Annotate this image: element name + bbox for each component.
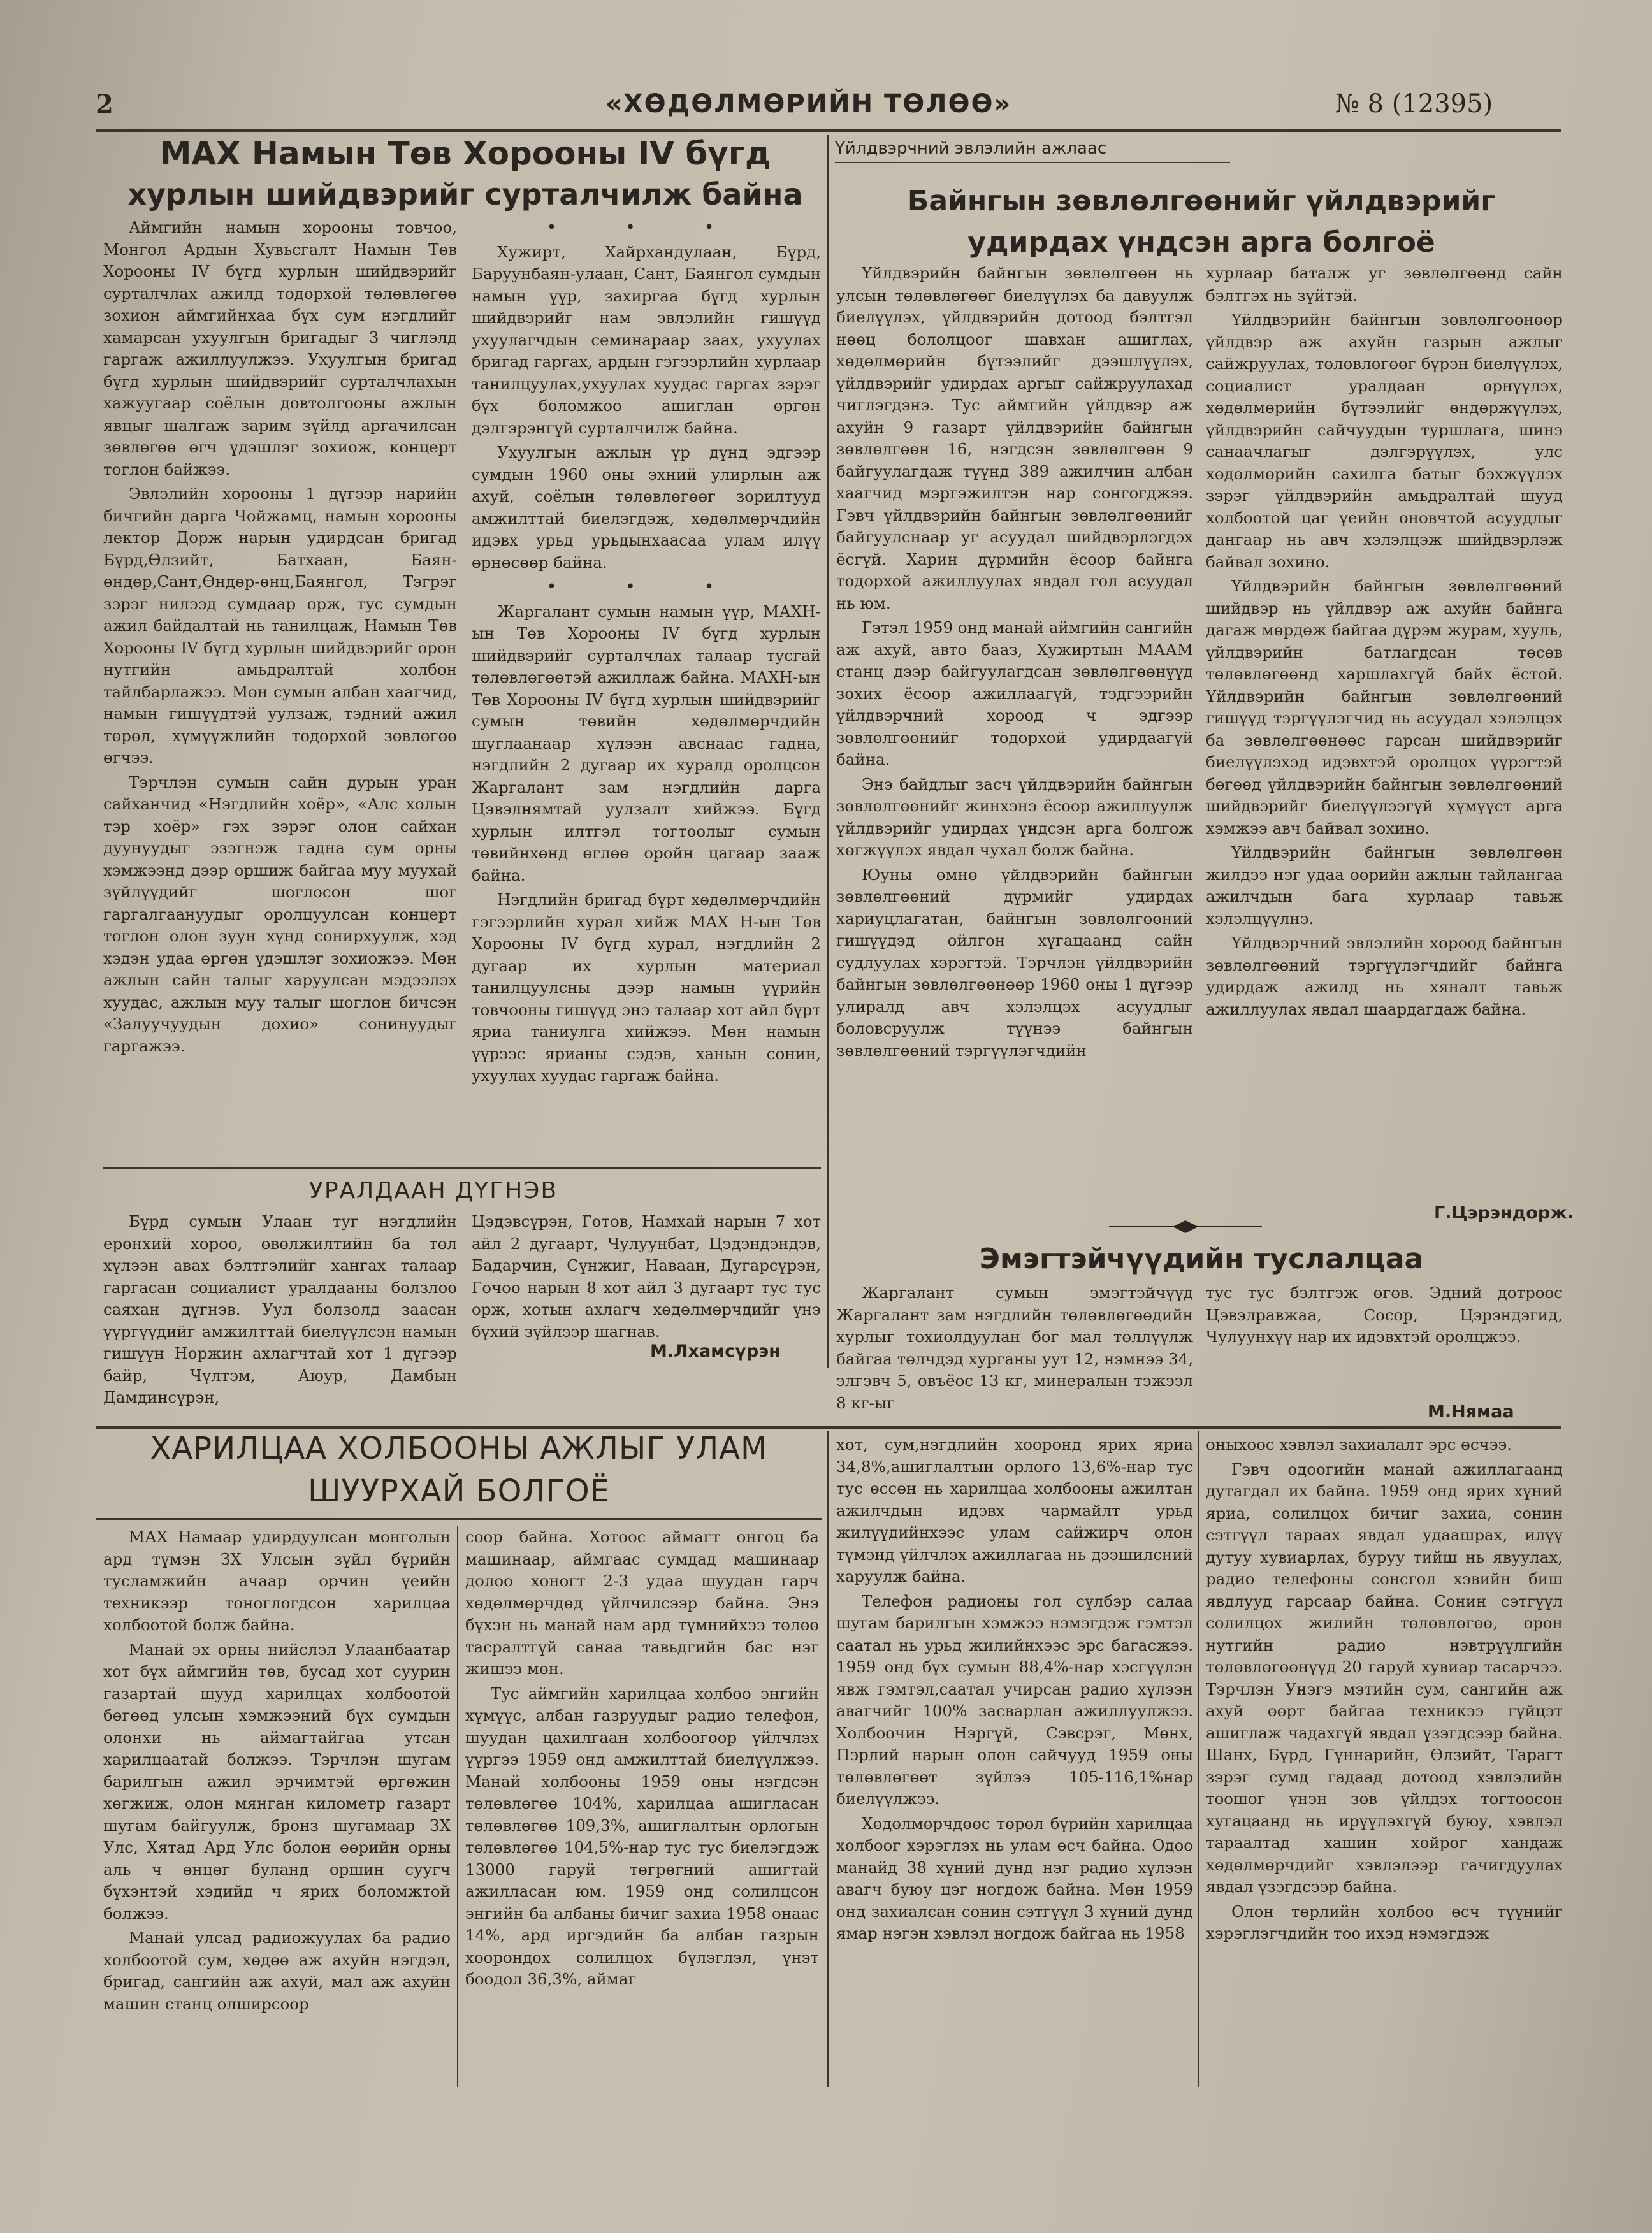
article-4-signature: М.Нямаа xyxy=(1428,1402,1514,1422)
article-5-paragraph: соор байна. Хотоос аймагт онгоц ба машинаар, аймгаас сумдад машинаар долоо хоногт 2-3 удаа шуудан гарч хөдөлмөрчдөд үйлчилсээр байна. Энэ бүхэн нь манай нам ард түмнийхээ төлөө тасралтгүй санаа тавьдгийн бас нэг жишээ мөн. xyxy=(465,1528,819,1678)
article-5-headline-line-2: ШУУРХАЙ БОЛГОЁ xyxy=(308,1473,610,1509)
article-3-paragraph: Гэтэл 1959 онд манай аймгийн сангийн аж ахуй, авто бааз, Хужиртын МААМ станц дээр байгуулагдсан зөвлөлгөөнүүд зохих ёсоор ажиллаагүй, тэдгээрийн үйлдвэрчний хороод ч эдгээр зөвлөлгөөнийг тодорхой удирдаагүй байна. xyxy=(836,618,1193,769)
column-divider xyxy=(827,1431,829,2087)
column-divider xyxy=(827,135,829,1368)
article-1-headline-line-2: хурлын шийдвэрийг сурталчилж байна xyxy=(127,177,803,212)
article-3-paragraph: Энэ байдлыг засч үйлдвэрийн байнгын зөвлөлгөөнийг жинхэнэ ёсоор ажиллуулж үйлдвэрийг удирдах үндсэн арга болгож хөгжүүлэх явдал чухал болж байна. xyxy=(836,774,1193,859)
article-3-paragraph: Үйлдвэрийн байнгын зөвлөлгөөн жилдээ нэг удаа өөрийн ажлын тайлангаа ажилчдын бага хурлаар тавьж хэлэлцүүлнэ. xyxy=(1206,843,1563,928)
header-rule xyxy=(96,129,1561,132)
article-1-column-2 xyxy=(472,217,821,1090)
article-5-paragraph: Телефон радионы гол сүлбэр салаа шугам барилгын хэмжээ нэмэгдэж гэмтэл саатал нь урьд жилийнхээс эрс багасжээ. 1959 онд бүх сумын 88,4%-нар хэсгүүлэн явж гэмтэл,саатал учирсан радио хүлээн авагчийг 100% засварлан ажиллуулжээ. Холбоочин Нэргүй, Сэвсрэг, Мөнх, Пэрлий нарын олон сайчууд 1959 оны төлөвлөгөөт зүйлээ 105-116,1%нар биелүүлжээ. xyxy=(836,1591,1193,1808)
rubric-underline xyxy=(835,162,1230,163)
article-2-top-rule xyxy=(103,1167,821,1169)
article-4-text: Жаргалант сумын эмэгтэйчүүд Жаргалант зам нэгдлийн төлөвлөгөөдийн хурлыг тохиолдуулан бог мал төллүүлж байгаа төлчдэд хурганы уут 12, нэмнээ 34, элгэвч 5, овъёос 13 кг, минералын тэжээл 8 кг-ыг xyxy=(836,1283,1193,1412)
article-5-paragraph: оныхоос хэвлэл захиалалт эрс өсчээ. xyxy=(1206,1435,1512,1454)
article-1-paragraph: Ухуулгын ажлын үр дүнд эдгээр сумдын 1960 оны эхний улирлын аж ахуй, соёлын төлөвлөгөөг зорилтууд амжилттай биелэгдэж, хөдөлмөрчдийн идэвх урьд урьдынхаасаа улам илүү өрнөсөөр байна. xyxy=(472,443,821,572)
article-5-paragraph: Манай эх орны нийслэл Улаанбаатар хот бүх аймгийн төв, бусад хот суурин газартай шууд харилцах холбоотой бөгөөд улсын хэмжээний бүх сумдын олонхи нь аймагтайгаа утсан харилцаатай болжээ. Тэрчлэн шугам барилгын ажил эрчимтэй өргөжин хөгжиж, олон мянган километр газарт шугам байгуулж, бронз шугамаар ЗХ Улс, Хятад Ард Улс болон өөрийн орны аль ч өнцөг буланд оршин суугч бүхэнтэй хэдийд ч ярих боломжтой болжээ. xyxy=(103,1640,451,1923)
article-5-paragraph: Олон төрлийн холбоо өсч түүнийг хэрэглэгчдийн тоо ихэд нэмэгдэж xyxy=(1206,1902,1563,1942)
article-5-paragraph: Тус аймгийн харилцаа холбоо энгийн хүмүүс, албан газруудыг радио телефон, шуудан цахилгаан холбоогоор үйлчлэх үүргээ 1959 онд амжилттай биелүүлжээ. Манай холбооны 1959 оны нэгдсэн төлөвлөгөө 104%, харилцаа ашигласан төлөвлөгөө 109,3%, ашиглалтын орлогын төлөвлөгөө 104,5%-нар тус тус биелэгдэж 13000 гаруй төгрөгний ашигтай ажилласан юм. 1959 онд солилцсон энгийн ба албаны бичиг захиа 1958 онаас 14%, ард иргэдийн ба албан газрын хоорондох солилцох бүлэглэл, үнэт боодол 36,3%, аймаг xyxy=(465,1684,819,1988)
article-5-paragraph: Гэвч одоогийн манай ажиллагаанд дутагдал их байна. 1959 онд ярих хүний яриа, солилцох бичиг захиа, сонин сэтгүүл тараах явдал удаашрах, илүү дутуу хувиарлах, буруу тийш нь явуулах, радио телефоны сонсгол хэвийн биш явдлууд гарсаар байна. Сонин сэтгүүл солилцох жилийн төлөвлөгөө, орон нутгийн радио нэвтрүүлгийн төлөвлөгөөнүүд 20 гаруй хувиар тасарчээ. Тэрчлэн Унэгэ мэтийн сум, сангийн аж ахуй өөрт байгаа техникээ гүйцэт ашиглаж чадахгүй явдал үзэгдсээр байна. Шанх, Бүрд, Гүннарийн, Өлзийт, Тарагт зэрэг сумд гадаад дотоод хэвлэлийн тоошог үнэн зөв үйлдэх тогтоосон хугацаанд нь ирүүлэхгүй буюу, хэвлэл тараалтад хашин хойрог хандаж хөдөлмөрчдийг хэвлэлээр гачигдуулах явдал үзэгдсээр байна. xyxy=(1206,1459,1563,1896)
separator-stars: • • • xyxy=(546,577,746,596)
article-2-text: Бүрд сумын Улаан туг нэгдлийн ерөнхий хороо, өвөлжилтийн ба төл хүлээн авах бэлтгэлийг хангах талаар гаргасан социалист уралдааны болзлоо саяхан дүгнэв. Уул болзолд заасан үүргүүдийг амжилттай биелүүлсэн намын гишүүн Норжин ахлагчтай хот 1 дүгээр байр, Чүлтэм, Аюур, Дамбын Дамдинсүрэн, xyxy=(103,1212,457,1406)
article-3-paragraph: Үйлдвэрийн байнгын зөвлөлгөөн нь улсын төлөвлөгөөг биелүүлэх ба давуулж биелүүлэх, үйлдвэрийн дотоод бэлтгэл нөөц бололцоог шавхан ашиглах, хөдөлмөрийн бүтээлийг дээшлүүлэх, үйлдвэрийг удирдах аргыг сайжруулахад чиглэгдэнэ. Тус аймгийн үйлдвэр аж ахуйн 9 газарт үйлдвэрийн байнгын зөвлөлгөөн 16, нэгдсэн зөвлөлгөөн 9 байгуулагдаж түүнд 389 ажилчин албан хаагчид мэргэжилтэн нар сонгогджээ. Гэвч үйлдвэрийн байнгын зөвлөлгөөнийг байгуулснаар уг асуудал шийдвэрлэгдэх ёсгүй. Харин дүрмийн ёсоор байнга тодорхой ажиллуулах явдал гол асуудал нь юм. xyxy=(836,264,1193,612)
article-4-headline: Эмэгтэйчүүдийн туслалцаа xyxy=(979,1243,1424,1275)
article-3-signature: Г.Цэрэндорж. xyxy=(1434,1203,1574,1223)
article-3-column-1 xyxy=(836,263,1193,1064)
article-5-column-1 xyxy=(103,1526,451,2018)
article-1-column-1 xyxy=(103,217,457,1060)
article-3-paragraph: Үйлдвэрчний эвлэлийн хороод байнгын зөвлөлгөөний тэргүүлэгчдийг байнга удирдаж ажилд нь хяналт тавьж ажиллуулах явдал шаардагдаж байна. xyxy=(1206,934,1563,1018)
article-1-paragraph: Эвлэлийн хорооны 1 дүгээр нарийн бичгийн дарга Чойжамц, намын хорооны лектор Дорж нарын удирдсан бригад Бүрд,Өлзийт, Батхаан, Баян-өндөр,Сант,Өндөр-өнц,Баянгол, Тэгрэг зэрэг нилээд сумдаар орж, тус сумдын ажил байдалтай нь танилцаж, Намын Төв Хорооны IV бүгд хурлын шийдвэрийг орон нутгийн амьдралтай холбон тайлбарлажээ. Мөн сумын албан хаагчид, намын гишүүдтэй уулзаж, тэдний ажил төрөл, хүмүүжлийн тодорхой зөвлөгөө өгчээ. xyxy=(103,484,457,767)
article-2-signature: М.Лхамсүрэн xyxy=(650,1341,781,1361)
article-3-column-2 xyxy=(1206,263,1563,1023)
article-3-paragraph: хурлаар баталж уг зөвлөлгөөнд сайн бэлтгэх нь зүйтэй. xyxy=(1206,264,1563,305)
article-3-paragraph: Үйлдвэрийн байнгын зөвлөлгөөний шийдвэр нь үйлдвэр аж ахуйн байнга дагаж мөрдөж байгаа дүрэм журам, хууль, үйлдвэрийн батлагдсан төсөв төлөвлөгөөнд харшлахгүй байх ёстой. Үйлдвэрийн байнгын зөвлөлгөөний гишүүд тэргүүлэгчид нь асуудал хэлэлцэх ба зөвлөлгөөнөөс гарсан шийдвэрийг биелүүлэхэд идэвхтэй оролцох үүрэгтэй бөгөөд үйлдвэрийн байнгын зөвлөлгөөний шийдвэрийг биелүүлээгүй хүмүүст арга хэмжээ авч байвал зохино. xyxy=(1206,577,1563,837)
article-5-paragraph: Манай улсад радиожуулах ба радио холбоотой сум, хөдөө аж ахуйн нэгдэл, бригад, сангийн аж ахуй, мал аж ахуйн машин станц олширсоор xyxy=(103,1928,451,2013)
article-3-paragraph: Юуны өмнө үйлдвэрийн байнгын зөвлөлгөөний дүрмийг удирдах хариуцлагатан, байнгын зөвлөлгөөний гишүүдэд ойлгон хүгацаанд сайн судлуулах хэрэгтэй. Тэрчлэн үйлдвэрийн байнгын зөвлөлгөөнөөр 1960 оны 1 дүгээр улиралд авч хэлэлцэх асуудлыг боловсруулж түүнээ байнгын зөвлөлгөөний тэргүүлэгчдийн xyxy=(836,865,1193,1060)
article-3-paragraph: Үйлдвэрийн байнгын зөвлөлгөөнөөр үйлдвэр аж ахуйн газрын ажлыг сайжруулах, төлөвлөгөөг бүрэн биелүүлэх, социалист уралдаан өрнүүлэх, хөдөлмөрийн бүтээлийг өндөржүүлэх, үйлдвэрийн сайчуудын туршлага, шинэ санаачлагыг дэлгэрүүлэх, улс хөдөлмөрийн сахилга батыг бэхжүүлэх зэрэг үйлдвэрийн амьдралтай шууд холбоотой цаг үеийн оновчтой асуудлыг дангаар нь авч хэлэлцэж шийдвэрлэж байвал зохино. xyxy=(1206,310,1563,571)
article-2-headline: УРАЛДААН ДҮГНЭВ xyxy=(308,1178,558,1204)
article-1-paragraph: Хужирт, Хайрхандулаан, Бүрд, Баруунбаян-улаан, Сант, Баянгол сумдын намын үүр, захиргаа бүгд хурлын шийдвэрийг нам эвлэлийн гишүүд ухуулагчдын семинараар заах, ухуулах бригад гаргах, ардын гэгээрлийн хурлаар танилцуулах,ухуулах хуудас гаргах зэрэг бүх боломжоо ашиглан өргөн дэлгэрэнгүй сурталчилж байна. xyxy=(472,242,821,437)
article-5-column-4 xyxy=(1206,1434,1563,1948)
column-divider xyxy=(1198,1431,1199,2087)
newspaper-title: «ХӨДӨЛМӨРИЙН ТӨЛӨӨ» xyxy=(605,89,1012,119)
bottom-section-rule xyxy=(96,1426,1561,1429)
article-5-column-2 xyxy=(465,1526,819,1993)
article-2-column-2 xyxy=(472,1211,821,1345)
page-number: 2 xyxy=(96,89,113,119)
article-3-headline-line-2: удирдах үндсэн арга болгоё xyxy=(967,226,1435,259)
separator-stars: • • • xyxy=(546,218,746,237)
article-5-headline-line-1: ХАРИЛЦАА ХОЛБООНЫ АЖЛЫГ УЛАМ xyxy=(150,1431,768,1466)
article-1-paragraph: Жаргалант сумын намын үүр, МАХН-ын Төв Хорооны IV бүгд хурлын шийдвэрийг сурталчлах талаар тусгай төлөвлөгөөтэй ажиллаж байна. МАХН-ын Төв Хорооны IV бүгд хурлын шийдвэрийг сумын төвийн хөдөлмөрчдийн шуглаанаар хүлээн авснаас гадна, нэгдлийн 2 дугаар их хуралд оролцсон Жаргалант зам нэгдлийн дарга Цэвэлнямтай уулзалт хийжээ. Бүгд хурлын илтгэл тогтоолыг сумын төвийнхөнд өглөө оройн цагаар зааж байна. xyxy=(472,602,821,885)
column-divider xyxy=(457,1526,458,2087)
article-2-text: Цэдэвсүрэн, Готов, Намхай нарын 7 хот айл 2 дугаарт, Чулуунбат, Цэдэндэндэв, Бадарчин, Сүнжиг, Наваан, Дугарсүрэн, Гочоо нарын 8 хот айл 3 дугаарт тус тус орж, хотын ахлагч хөдөлмөрчдийг үнэ бүхий зүйлээр шагнав. xyxy=(472,1212,821,1341)
article-5-column-3 xyxy=(836,1434,1193,1948)
article-5-paragraph: Хөдөлмөрчдөөс төрөл бүрийн харилцаа холбоог хэрэглэх нь улам өсч байна. Одоо манайд 38 хүний дунд нэг радио хүлээн авагч буюу цэг ногдож байна. Мөн 1959 онд захиалсан сонин сэтгүүл 3 хүний дунд ямар нэгэн хэвлэл ногдож байгаа нь 1958 xyxy=(836,1814,1193,1942)
article-1-paragraph: Аймгийн намын хорооны товчоо, Монгол Ардын Хувьсгалт Намын Төв Хорооны IV бүгд хурлын шийдвэрийг сурталчлах ажилд тодорхой төлөвлөгөө зохион аймгийнхаа бүх сум нэгдлийг хамарсан ухуулгын бригадыг 3 чиглэлд гаргаж ажиллуулжээ. Ухуулгын бригад бүгд хурлын шийдвэрийг сурталчлахын хажуугаар соёлын довтолгооны ажлын явцыг шалгаж зарим зүйлд аргачилсан зөвлөгөө өгч үдэшлэг зохиож, концерт тоглон байжээ. xyxy=(103,218,457,479)
article-5-headline-rule xyxy=(96,1518,822,1520)
article-5-paragraph: хот, сум,нэгдлийн хооронд ярих яриа 34,8%,ашиглалтын орлого 13,6%-нар тус тус өссөн нь харилцаа холбооны ажилтан ажилчдын идэвх чармайлт урьд жилүүдийнхээс улам сайжирч олон түмэнд үйлчлэх ажиллагаа нь дээшилсний харуулж байна. xyxy=(836,1435,1193,1586)
article-3-rubric: Үйлдвэрчний эвлэлийн ажлаас xyxy=(835,139,1107,158)
article-3-headline-line-1: Байнгын зөвлөлгөөнийг үйлдвэрийг xyxy=(907,185,1496,217)
article-4-text: тус тус бэлтгэж өгөв. Эдний дотроос Цэвэлравжаа, Сосор, Цэрэндэгид, Чулуунхүү нар их идэвхтэй оролцжээ. xyxy=(1206,1283,1563,1346)
article-2-column-1 xyxy=(103,1211,457,1412)
article-5-paragraph: МАХ Намаар удирдуулсан монголын ард түмэн ЗХ Улсын зүйл бүрийн тусламжийн ачаар орчин үеийн техникээр тоноглогдсон харилцаа холбоотой болж байна. xyxy=(103,1528,451,1634)
article-4-column-2 xyxy=(1206,1282,1563,1351)
ornament-divider xyxy=(1109,1217,1262,1236)
article-1-paragraph: Нэгдлийн бригад бүрт хөдөлмөрчдийн гэгээрлийн хурал хийж МАХ Н-ын Төв Хорооны IV бүгд хурал, нэгдлийн 2 дугаар их хурлын материал танилцуулсны дээр намын үүрийн товчооны гишүүд энэ талаар хот айл бүрт яриа таниулга хийжээ. Мөн намын үүрээс ярианы сэдэв, ханын сонин, ухуулах хуудас гаргаж байна. xyxy=(472,890,821,1085)
article-1-headline-line-1: МАХ Намын Төв Хорооны IV бүгд xyxy=(159,135,771,172)
article-4-column-1 xyxy=(836,1282,1193,1417)
article-1-paragraph: Тэрчлэн сумын сайн дурын уран сайханчид «Нэгдлийн хоёр», «Алс холын тэр хоёр» гэх зэрэг олон сайхан дуунуудыг эзэгнэж гадна сум орны хэмжээнд дээр оршиж байгаа муу муухай зүйлүүдийг шоглосон шог гаргалгаануудыг оролцуулсан концерт тоглон олон зуун хүнд сонирхуулж, хэд хэдэн удаа өргөн үдэшлэг зохиожээ. Мөн ажлын сайн талыг харуулсан мэдээлэх хуудас, ажлын муу талыг шоглон бичсэн «Залуучуудын дохио» сонинуудыг гаргажээ. xyxy=(103,772,457,1055)
issue-number: № 8 (12395) xyxy=(1335,89,1493,119)
